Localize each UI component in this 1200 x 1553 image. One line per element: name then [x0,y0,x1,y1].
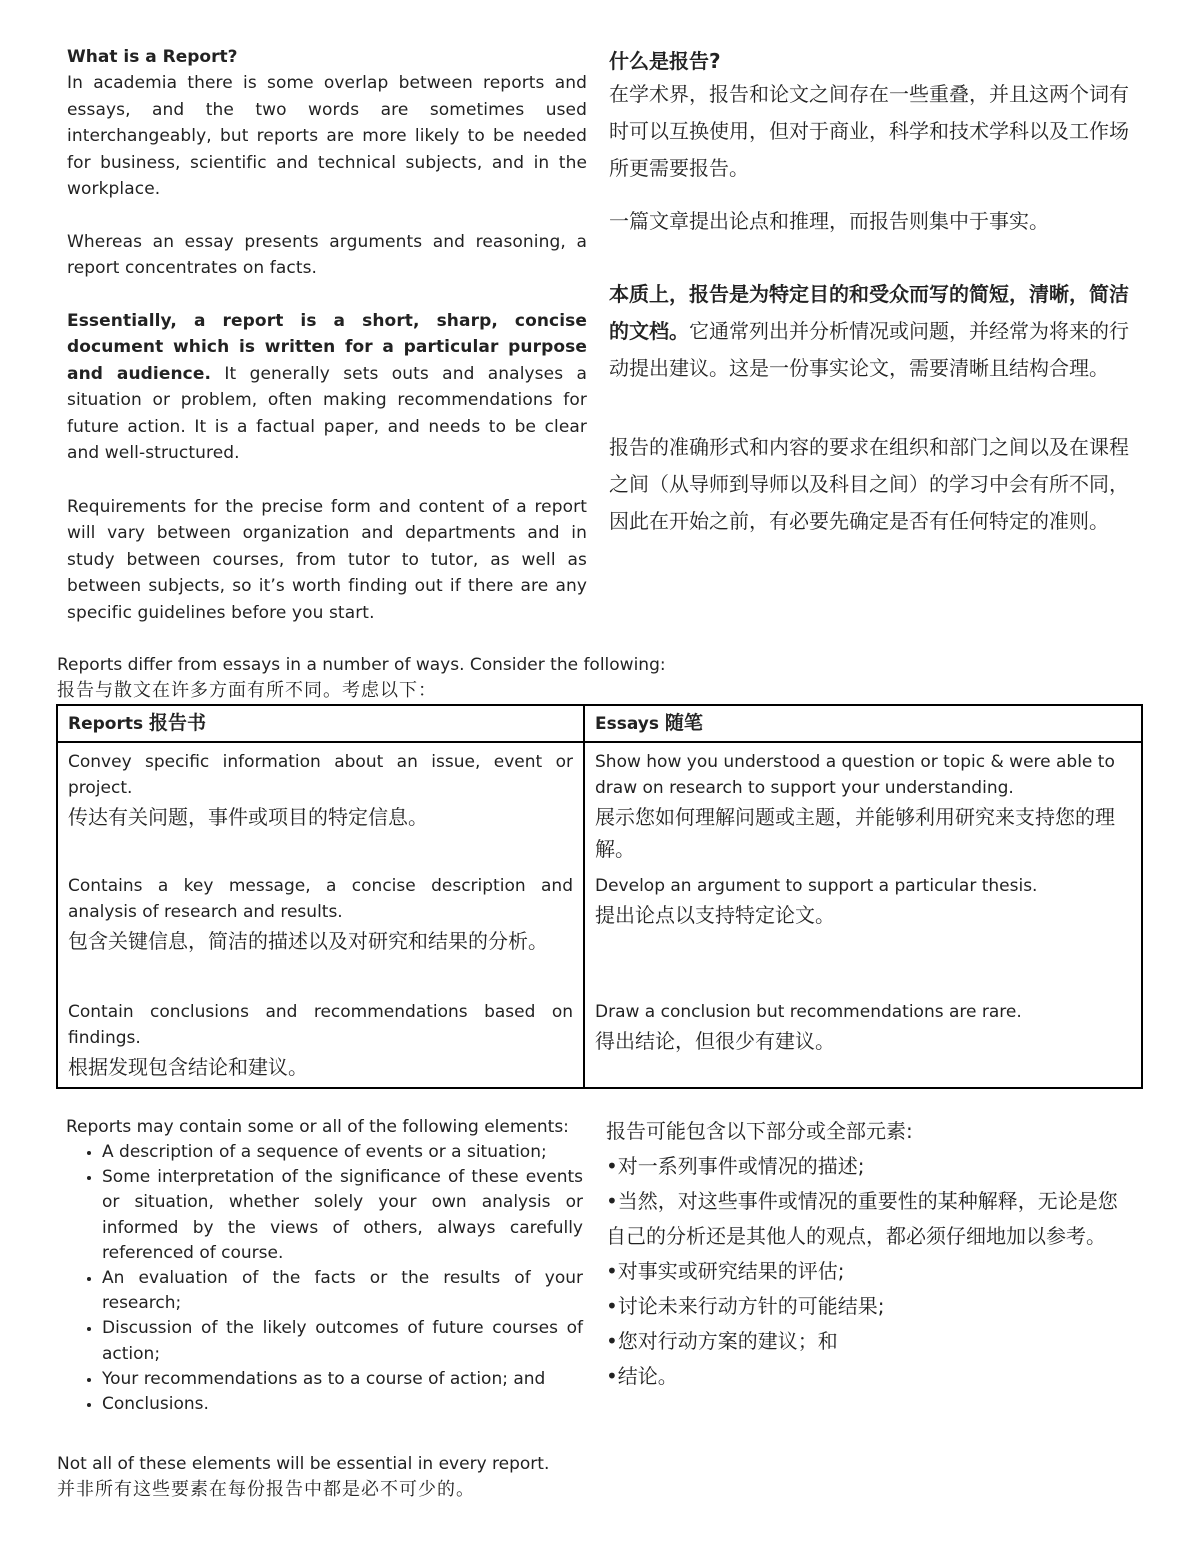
elements-en-column [66,1114,583,1417]
reports-item-3 [68,997,573,1087]
header-essays-en: Essays [595,714,659,734]
footer-cn: 并非所有这些要素在每份报告中都是必不可少的。 [57,1479,475,1500]
table-header-row [57,705,1142,742]
list-item: • Your recommendations as to a course of action; and [102,1367,583,1392]
table-header-essays [584,705,1142,742]
list-item: • Discussion of the likely outcomes of future courses of action; [102,1316,583,1366]
intro-en-paragraph-2: Whereas an essay presents arguments and reasoning, a report concentrates on facts. [67,231,587,278]
elements-en-intro: Reports may contain some or all of the following elements: [66,1117,569,1137]
essays-item-3-cn: 得出结论，但很少有建议。 [595,1029,835,1053]
intro-en-paragraph-4: Requirements for the precise form and content of a report will vary between organization and departments and in study between courses, from tutor to tutor, as well as between subjects, so it’s worth finding out if there are any specific guidelines before you start. [67,496,587,623]
list-item: •讨论未来行动方针的可能结果; [606,1294,885,1318]
elements-en-list [66,1140,583,1417]
list-item: • Conclusions. [102,1392,583,1417]
list-item: •您对行动方案的建议；和 [606,1329,838,1353]
reports-item-1-en: Convey specific information about an issue, event or project. [68,752,573,798]
intro-cn-column [609,46,1134,540]
reports-item-3-en: Contain conclusions and recommendations based on findings. [68,1002,573,1048]
list-item: •当然，对这些事件或情况的重要性的某种解释，无论是您自己的分析还是其他人的观点，都必须仔细地加以参考。 [606,1189,1118,1248]
reports-item-2-cn: 包含关键信息，简洁的描述以及对研究和结果的分析。 [68,929,548,953]
intro-en-paragraph-1: In academia there is some overlap between reports and essays, and the two words are sometimes used interchangeably, but reports are more likely to be needed for business, scientific and technical subjects, and in the workplace. [67,73,587,199]
reports-item-1 [68,743,573,871]
differ-en: Reports differ from essays in a number of ways. Consider the following: [57,655,666,675]
essays-item-2 [595,871,1131,997]
essays-item-1-cn: 展示您如何理解问题或主题，并能够利用研究来支持您的理解。 [595,805,1115,861]
reports-item-2 [68,871,573,997]
reports-cell [57,742,584,1088]
list-item: •对事实或研究结果的评估; [606,1259,845,1283]
comparison-table [56,704,1143,1089]
differ-cn: 报告与散文在许多方面有所不同。考虑以下： [57,680,437,701]
header-essays-cn: 随笔 [664,712,703,734]
elements-cn-column [606,1114,1136,1394]
essays-item-3-en: Draw a conclusion but recommendations are rare. [595,1002,1022,1022]
list-item: • Some interpretation of the significance of these events or situation, whether solely your own analysis or informed by the views of others, always carefully referenced of course. [102,1165,583,1266]
intro-en-paragraph-3-bold: Essentially, a report is a short, sharp, concise document which is written for a particular purpose and audience. [67,310,587,384]
differ-block [57,652,1057,704]
intro-cn-paragraph-3-rest: 它通常列出并分析情况或问题，并经常为将来的行动提出建议。这是一份事实论文，需要清晰且结构合理。 [609,319,1129,380]
essays-item-1-en: Show how you understood a question or topic & were able to draw on research to support your understanding. [595,752,1115,798]
intro-cn-paragraph-1: 在学术界，报告和论文之间存在一些重叠，并且这两个词有时可以互换使用，但对于商业，科学和技术学科以及工作场所更需要报告。 [609,82,1129,180]
intro-cn-paragraph-3-bold: 本质上，报告是为特定目的和受众而写的简短，清晰，简洁的文档。 [609,282,1129,343]
intro-cn-paragraph-3 [609,276,1134,387]
list-item: •结论。 [606,1364,678,1388]
header-reports-cn: 报告书 [149,712,207,734]
essays-item-1 [595,743,1131,871]
list-item: •对一系列事件或情况的描述; [606,1154,865,1178]
reports-item-2-en: Contains a key message, a concise description and analysis of research and results. [68,876,573,922]
footer-block [57,1451,1057,1503]
footer-en: Not all of these elements will be essential in every report. [57,1454,550,1474]
intro-cn-paragraph-4: 报告的准确形式和内容的要求在组织和部门之间以及在课程之间（从导师到导师以及科目之间）的学习中会有所不同，因此在开始之前，有必要先确定是否有任何特定的准则。 [609,435,1129,533]
intro-en-heading: What is a Report? [67,47,238,67]
list-item: • A description of a sequence of events or a situation; [102,1140,583,1165]
list-item: • An evaluation of the facts or the results of your research; [102,1266,583,1316]
essays-cell [584,742,1142,1088]
table-header-reports [57,705,584,742]
intro-en-paragraph-3 [67,308,587,467]
intro-en-paragraph-3-rest: It generally sets outs and analyses a situation or problem, often making recommendations for future action. It is a factual paper, and needs to be clear and well-structured. [67,363,587,463]
table-row [57,742,1142,1088]
elements-cn-intro: 报告可能包含以下部分或全部元素: [606,1119,913,1143]
essays-item-2-en: Develop an argument to support a particular thesis. [595,876,1038,896]
intro-cn-heading: 什么是报告? [609,49,721,73]
intro-cn-paragraph-2: 一篇文章提出论点和推理，而报告则集中于事实。 [609,209,1049,233]
essays-item-3 [595,997,1131,1061]
header-reports-en: Reports [68,714,144,734]
reports-item-1-cn: 传达有关问题，事件或项目的特定信息。 [68,805,428,829]
essays-item-2-cn: 提出论点以支持特定论文。 [595,903,835,927]
reports-item-3-cn: 根据发现包含结论和建议。 [68,1055,308,1079]
intro-en-column [67,44,587,626]
